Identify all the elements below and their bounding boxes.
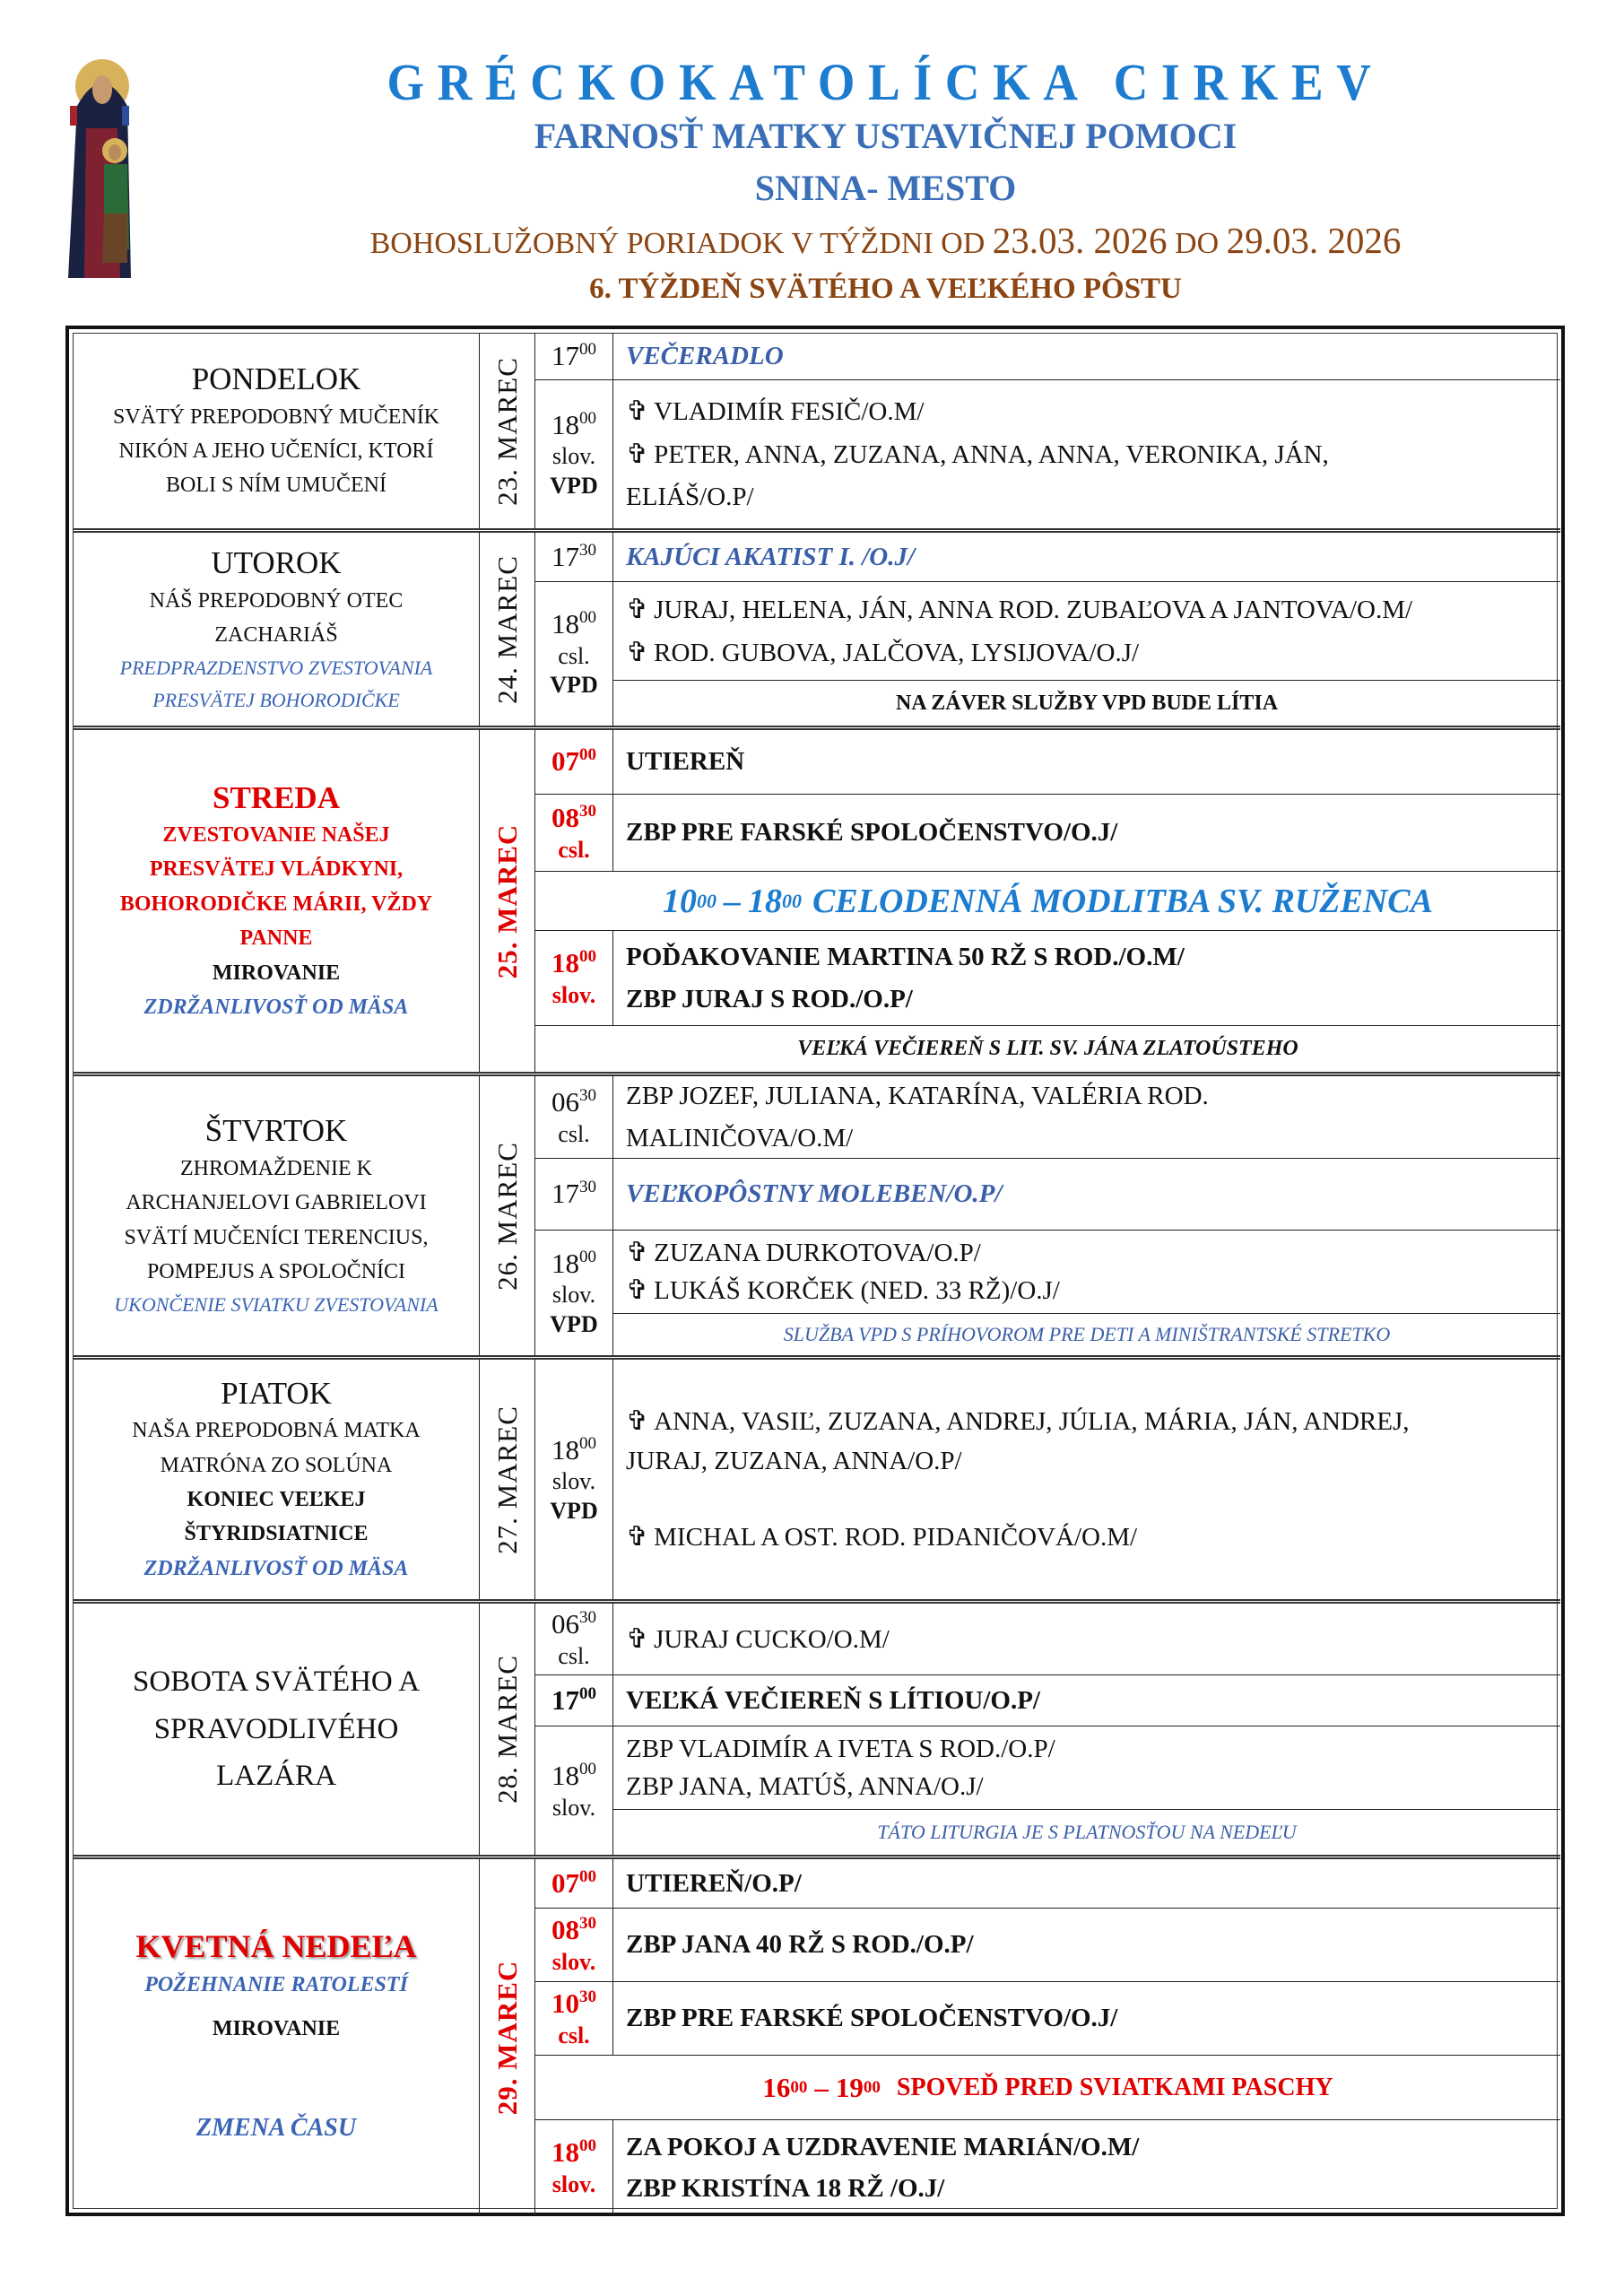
layout-block <box>613 1076 1560 1158</box>
service-note: NA ZÁVER SLUŽBY VPD BUDE LÍTIA <box>895 691 1279 715</box>
time-cell <box>535 2120 613 2215</box>
feast-line: SVÄTÍ MUČENÍCI TERENCIUS, <box>124 1225 429 1249</box>
service-slot <box>535 1076 1560 1159</box>
text-hour: 06 <box>551 1085 579 1118</box>
date-label: 24. MAREC <box>491 554 523 704</box>
feast-line: NÁŠ PREPODOBNÝ OTEC <box>149 588 404 613</box>
day-info <box>74 730 480 1072</box>
layout-block <box>551 1607 596 1642</box>
service-slot <box>535 931 1560 1026</box>
text-min: 00 <box>579 1866 596 1886</box>
text-hour: 18 <box>551 1759 579 1791</box>
day-name: SOBOTA SVÄTÉHO A <box>132 1665 421 1698</box>
text-hour: 18 <box>551 408 579 440</box>
text-vpd: VPD <box>550 1497 598 1524</box>
service-slot <box>535 334 1560 380</box>
feast-line: PANNE <box>239 926 313 951</box>
text-hour: 18 <box>551 1247 579 1279</box>
cross-icon: ✞ <box>626 637 649 667</box>
layout-block <box>535 1076 1560 1355</box>
time-cell <box>535 533 613 581</box>
text-lang: csl. <box>558 2022 590 2048</box>
feast-line: ZVESTOVANIE NAŠEJ <box>162 823 390 848</box>
date-label: 23. MAREC <box>491 356 523 506</box>
note-slot <box>535 1026 1560 1072</box>
layout-block <box>551 1913 596 1948</box>
day-name: LAZÁRA <box>216 1760 336 1793</box>
text-banner_h1: 16 <box>762 2071 791 2103</box>
day-info <box>74 334 480 528</box>
text-min: 00 <box>579 1247 596 1266</box>
date-label: 27. MAREC <box>491 1405 523 1554</box>
layout-block <box>613 334 1560 379</box>
day-row-wednesday <box>74 730 1560 1076</box>
text-min: 30 <box>579 1607 596 1627</box>
feast-note: PRESVÄTEJ BOHORODIČKE <box>152 688 400 711</box>
layout-block <box>73 333 1558 2209</box>
text-banner_text: CELODENNÁ MODLITBA SV. RUŽENCA <box>812 882 1433 920</box>
layout-block <box>613 795 1560 871</box>
day-row-tuesday <box>74 533 1560 730</box>
text-2: MICHAL A OST. ROD. PIDANIČOVÁ/O.M/ <box>654 1523 1138 1552</box>
layout-block <box>613 582 1560 681</box>
layout-block <box>613 380 1560 528</box>
time-cell <box>535 1982 613 2055</box>
text-min: 30 <box>579 1987 596 2006</box>
service-slot <box>535 1675 1560 1726</box>
service-slot <box>535 1360 1560 1599</box>
service-text: VEĽKÁ VEČIEREŇ S LÍTIOU/O.P/ <box>626 1685 1040 1715</box>
town-name: SNINA- MESTO <box>754 168 1017 208</box>
layout-block <box>613 730 1560 794</box>
text-banner_h2: 18 <box>748 882 783 920</box>
text-hour: 17 <box>551 540 579 572</box>
date-label: 25. MAREC <box>491 823 523 978</box>
intention: ZBP JANA 40 RŽ S ROD./O.P/ <box>626 1930 974 1960</box>
text-hour: 10 <box>551 1987 579 2019</box>
feast-extra: MIROVANIE <box>212 961 341 985</box>
text-min: 30 <box>579 1178 596 1197</box>
intention: JURAJ, ZUZANA, ANNA/O.P/ <box>626 1446 962 1475</box>
text-hour: 18 <box>551 1433 579 1465</box>
day-row-monday <box>74 334 1560 533</box>
text-hour: 18 <box>551 946 579 978</box>
cross-icon: ✞ <box>626 439 649 470</box>
feast-extra: MIROVANIE <box>212 2016 341 2040</box>
layout-block <box>535 1604 1560 1855</box>
intention: ZA POKOJ A UZDRAVENIE MARIÁN/O.M/ <box>626 2132 1140 2161</box>
intention: ZBP JANA, MATÚŠ, ANNA/O.J/ <box>626 1772 984 1801</box>
text-hour: 08 <box>551 801 579 833</box>
service-text: VEČERADLO <box>626 342 784 371</box>
rosary-banner <box>535 872 1560 930</box>
layout-block <box>613 931 1560 1025</box>
text-min: 30 <box>579 801 596 821</box>
date-cell <box>480 533 535 726</box>
feast-line: ZACHARIÁŠ <box>214 623 338 648</box>
text-min: 00 <box>579 1759 596 1779</box>
time-cell <box>535 1360 613 1599</box>
text-min: 00 <box>579 408 596 428</box>
text-lang: slov. <box>551 1948 596 1975</box>
layout-block <box>613 1360 1560 1599</box>
schedule-period <box>74 219 1624 262</box>
text-hour: 18 <box>551 2136 579 2169</box>
intention <box>626 390 1560 433</box>
time <box>551 408 596 443</box>
text-lang: slov. <box>551 2171 596 2198</box>
text-lang: slov. <box>551 1282 596 1309</box>
layout-block <box>613 1675 1560 1726</box>
text-min: 00 <box>579 745 596 765</box>
text-banner_m2: 00 <box>863 2077 881 2097</box>
text-lang: slov. <box>551 1468 596 1495</box>
day-info <box>74 1604 480 1855</box>
service-slot <box>535 1231 1560 1355</box>
date-cell <box>480 1360 535 1599</box>
layout-block <box>613 1231 1560 1314</box>
text-min: 00 <box>579 1433 596 1453</box>
time-cell <box>535 795 613 871</box>
layout-block <box>551 540 596 575</box>
feast-note: PREDPRAZDENSTVO ZVESTOVANIA <box>119 657 433 680</box>
date-from: 23.03. 2026 <box>992 220 1168 261</box>
service-slot <box>535 1982 1560 2056</box>
service-note: SLUŽBA VPD S PRÍHOVOROM PRE DETI A MINIŠTRANTSKÉ STRETKO <box>783 1323 1391 1345</box>
text-0: ANNA, VASIĽ, ZUZANA, ANDREJ, JÚLIA, MÁRIA, JÁN, ANDREJ, <box>654 1407 1410 1437</box>
intention <box>626 433 1560 476</box>
text-lang: csl. <box>558 1120 590 1147</box>
day-name: UTOROK <box>211 545 342 581</box>
layout-block <box>613 1909 1560 1981</box>
text-banner_h2: 19 <box>835 2071 864 2103</box>
text-lang: slov. <box>551 981 596 1008</box>
intention: ELIÁŠ/O.P/ <box>626 483 754 512</box>
layout-block <box>613 1859 1560 1908</box>
text-min: 00 <box>579 340 596 360</box>
text-0: ZUZANA DURKOTOVA/O.P/ <box>654 1239 981 1267</box>
service-text: ZBP PRE FARSKÉ SPOLOČENSTVO/O.J/ <box>626 818 1118 848</box>
banner-slot <box>535 872 1560 931</box>
day-name: ŠTVRTOK <box>204 1113 348 1149</box>
date-cell <box>480 1076 535 1355</box>
day-info <box>74 533 480 726</box>
time-cell <box>535 1859 613 1908</box>
feast-line: NIKÓN A JEHO UČENÍCI, KTORÍ <box>118 439 434 464</box>
day-name: PIATOK <box>221 1375 332 1411</box>
service-slot <box>535 730 1560 795</box>
time-cell <box>535 582 613 726</box>
layout-block <box>551 1085 596 1120</box>
intention: ZBP KRISTÍNA 18 RŽ /O.J/ <box>626 2174 945 2203</box>
feast-line: NAŠA PREPODOBNÁ MATKA <box>132 1419 421 1443</box>
feast-note: ZDRŽANLIVOSŤ OD MÄSA <box>143 1556 409 1580</box>
intention: POĎAKOVANIE MARTINA 50 RŽ S ROD./O.M/ <box>626 943 1185 972</box>
cross-icon: ✞ <box>626 1238 649 1267</box>
feast-line: SVÄTÝ PREPODOBNÝ MUČENÍK <box>112 404 440 429</box>
text-banner_dash: – <box>724 882 742 920</box>
confession-banner <box>535 2056 1560 2119</box>
time-cell <box>535 1159 613 1230</box>
day-name: PONDELOK <box>191 361 361 397</box>
date-label: 26. MAREC <box>491 1141 523 1291</box>
layout-block <box>535 730 1560 1072</box>
layout-block <box>613 1726 1560 1810</box>
service-text: VEĽKOPÔSTNY MOLEBEN/O.P/ <box>626 1179 1003 1209</box>
service-text: KAJÚCI AKATIST I. /O.J/ <box>626 542 916 571</box>
text-banner_m1: 00 <box>790 2077 808 2097</box>
service-text: UTIEREŇ <box>626 747 745 777</box>
text-banner_h1: 10 <box>663 882 698 920</box>
layout-block <box>551 1987 596 2022</box>
parish-name: FARNOSŤ MATKY USTAVIČNEJ POMOCI <box>534 116 1238 156</box>
cross-icon: ✞ <box>626 396 649 427</box>
intention <box>626 1618 1560 1661</box>
church-name: GRÉCKOKATOLÍCKA CIRKEV <box>386 53 1385 111</box>
layout-block <box>613 1159 1560 1230</box>
feast-note: POŽEHNANIE RATOLESTÍ <box>144 1973 408 1997</box>
day-row-sunday <box>74 1859 1560 2215</box>
text-banner_m1: 00 <box>697 889 717 912</box>
layout-block <box>551 1683 596 1718</box>
layout-block <box>551 744 596 779</box>
service-slot <box>535 380 1560 528</box>
layout-block <box>551 1247 596 1282</box>
intention: ZBP VLADIMÍR A IVETA S ROD./O.P/ <box>626 1734 1055 1763</box>
service-slot <box>535 2120 1560 2215</box>
date-cell <box>480 730 535 1072</box>
text-0: JURAJ CUCKO/O.M/ <box>654 1624 890 1654</box>
text-banner_dash: – <box>814 2071 829 2103</box>
date-cell <box>480 1859 535 2215</box>
intention: ZBP JURAJ S ROD./O.P/ <box>626 984 913 1013</box>
service-slot <box>535 533 1560 582</box>
date-label: 28. MAREC <box>491 1655 523 1804</box>
text-hour: 18 <box>551 608 579 640</box>
service-slot <box>535 1859 1560 1909</box>
cross-icon: ✞ <box>626 1275 649 1305</box>
layout-block <box>551 1433 596 1468</box>
feast-note: UKONČENIE SVIATKU ZVESTOVANIA <box>114 1293 439 1317</box>
text-lang: csl. <box>558 836 590 863</box>
text-min: 00 <box>579 608 596 628</box>
feast-line: POMPEJUS A SPOLOČNÍCI <box>146 1260 406 1284</box>
text-hour: 17 <box>551 1683 579 1716</box>
layout-block <box>613 2120 1560 2215</box>
text-0: VLADIMÍR FESIČ/O.M/ <box>654 397 925 427</box>
text-lang: csl. <box>558 642 590 669</box>
date-to: 29.03. 2026 <box>1226 220 1402 261</box>
layout-block <box>551 1866 596 1901</box>
service-note: TÁTO LITURGIA JE S PLATNOSŤOU NA NEDEĽU <box>877 1821 1297 1843</box>
date-cell <box>480 334 535 528</box>
layout-block <box>613 1982 1560 2055</box>
schedule-mid: DO <box>1175 227 1220 260</box>
layout-block <box>613 533 1560 581</box>
service-slot <box>535 1726 1560 1855</box>
intention <box>626 588 1560 631</box>
day-row-thursday <box>74 1076 1560 1360</box>
day-row-friday <box>74 1360 1560 1604</box>
time-cell <box>535 1909 613 1981</box>
feast-note: ZDRŽANLIVOSŤ OD MÄSA <box>143 996 409 1020</box>
feast-bold: ŠTYRIDSIATNICE <box>184 1522 369 1546</box>
layout-block <box>551 801 596 836</box>
layout-block <box>551 1177 596 1212</box>
text-min: 00 <box>579 946 596 966</box>
time-cell <box>535 334 613 379</box>
service-slot <box>535 1604 1560 1675</box>
layout-block <box>613 1604 1560 1674</box>
cross-icon: ✞ <box>626 1623 649 1654</box>
date-cell <box>480 1604 535 1855</box>
schedule-prefix: BOHOSLUŽOBNÝ PORIADOK V TÝŽDNI OD <box>369 227 986 260</box>
service-text: UTIEREŇ/O.P/ <box>626 1868 802 1898</box>
text-banner_m2: 00 <box>782 889 803 912</box>
week-title: 6. TÝŽDEŇ SVÄTÉHO A VEĽKÉHO PÔSTU <box>589 273 1182 305</box>
text-1: ROD. GUBOVA, JALČOVA, LYSIJOVA/O.J/ <box>654 638 1140 667</box>
banner-slot <box>535 2056 1560 2120</box>
layout-block <box>551 2135 596 2170</box>
time-cell <box>535 1076 613 1158</box>
time-cell <box>535 1675 613 1726</box>
text-min: 00 <box>579 1683 596 1703</box>
day-info <box>74 1360 480 1599</box>
time-cell <box>535 730 613 794</box>
feast-line: BOHORODIČKE MÁRII, VŽDY <box>119 891 433 916</box>
feast-line: MATRÓNA ZO SOLÚNA <box>160 1453 393 1477</box>
text-hour: 17 <box>551 1178 579 1210</box>
text-lang: csl. <box>558 1642 590 1669</box>
text-1: PETER, ANNA, ZUZANA, ANNA, ANNA, VERONIKA, JÁN, <box>654 440 1329 470</box>
intention <box>626 1401 1560 1442</box>
text-min: 30 <box>579 540 596 560</box>
text-0: JURAJ, HELENA, JÁN, ANNA ROD. ZUBAĽOVA A JANTOVA/O.M/ <box>654 595 1413 624</box>
text-vpd: VPD <box>550 1310 598 1337</box>
intention: ZBP PRE FARSKÉ SPOLOČENSTVO/O.J/ <box>626 2004 1118 2033</box>
feast-line: PRESVÄTEJ VLÁDKYNI, <box>149 857 404 882</box>
layout-block <box>535 533 1560 726</box>
text-vpd: VPD <box>550 672 598 699</box>
text-lang: slov. <box>551 1794 596 1821</box>
layout-block <box>551 946 596 981</box>
text-hour: 07 <box>551 745 579 778</box>
text-hour: 17 <box>551 340 579 372</box>
feast-line: ZHROMAŽDENIE K <box>180 1156 372 1180</box>
intention <box>626 1272 1560 1309</box>
feast-bold: KONIEC VEĽKEJ <box>187 1488 366 1512</box>
service-slot <box>535 1159 1560 1231</box>
time-cell <box>535 1604 613 1674</box>
feast-line: ARCHANJELOVI GABRIELOVI <box>126 1191 427 1215</box>
time-cell <box>535 380 613 528</box>
service-slot <box>535 582 1560 726</box>
intention: ZBP JOZEF, JULIANA, KATARÍNA, VALÉRIA ROD. <box>626 1082 1209 1111</box>
text-banner_text: SPOVEĎ PRED SVIATKAMI PASCHY <box>896 2073 1333 2101</box>
text-hour: 08 <box>551 1913 579 1945</box>
time-change-note: ZMENA ČASU <box>195 2113 357 2142</box>
layout-block <box>535 1360 1560 1599</box>
day-row-saturday <box>74 1604 1560 1859</box>
vpd-label: VPD <box>550 472 598 499</box>
time-cell <box>535 1726 613 1855</box>
service-slot <box>535 1909 1560 1982</box>
service-slot <box>535 795 1560 872</box>
day-info <box>74 1859 480 2215</box>
intention: MALINIČOVA/O.M/ <box>626 1123 854 1152</box>
intention <box>626 1234 1560 1272</box>
intention <box>626 1517 1560 1558</box>
day-name: KVETNÁ NEDEĽA <box>135 1928 417 1965</box>
text-min: 30 <box>579 1913 596 1933</box>
time-cell <box>535 1231 613 1355</box>
time <box>551 339 596 374</box>
intention <box>626 631 1560 674</box>
cross-icon: ✞ <box>626 1522 649 1552</box>
time-cell <box>535 931 613 1025</box>
layout-block <box>551 607 596 642</box>
layout-block <box>551 1759 596 1794</box>
text-min: 30 <box>579 1085 596 1105</box>
feast-line: BOLI S NÍM UMUČENÍ <box>166 474 386 498</box>
cross-icon: ✞ <box>626 1406 649 1437</box>
text-1: LUKÁŠ KORČEK (NED. 33 RŽ)/O.J/ <box>654 1276 1060 1305</box>
language: slov. <box>551 443 596 470</box>
text-min: 00 <box>579 2136 596 2156</box>
text-hour: 06 <box>551 1607 579 1639</box>
date-label: 29. MAREC <box>491 1960 523 2115</box>
schedule-table <box>65 326 1565 2216</box>
day-name: STREDA <box>213 779 340 815</box>
day-info <box>74 1076 480 1355</box>
layout-block <box>535 1859 1560 2215</box>
layout-block <box>535 334 1560 528</box>
day-name: SPRAVODLIVÉHO <box>153 1712 399 1745</box>
service-note: VEĽKÁ VEČIEREŇ S LIT. SV. JÁNA ZLATOÚSTEHO <box>797 1037 1298 1060</box>
text-hour: 07 <box>551 1866 579 1899</box>
cross-icon: ✞ <box>626 594 649 624</box>
